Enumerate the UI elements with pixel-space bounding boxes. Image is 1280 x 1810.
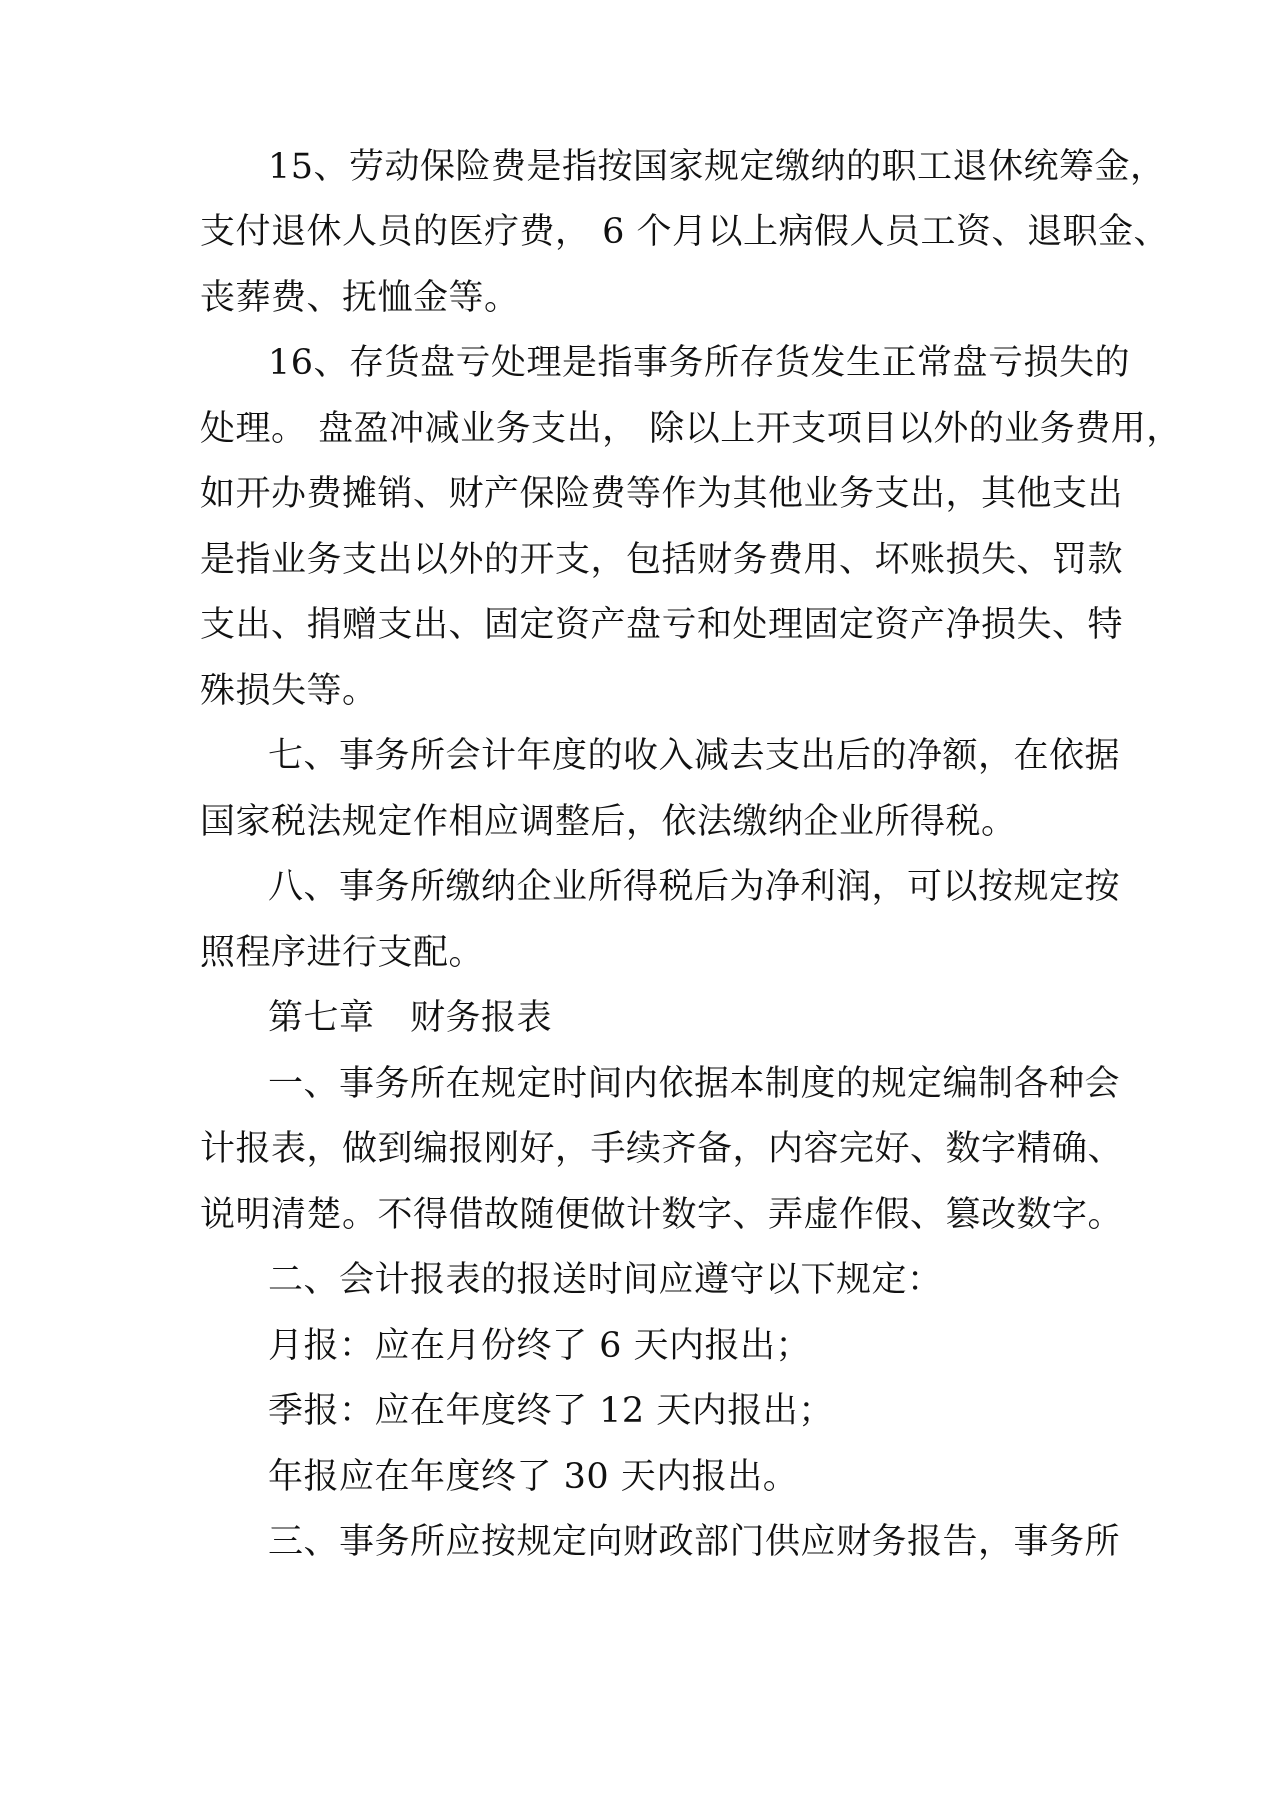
quarterly-report-line: 季报：应在年度终了 12 天内报出； bbox=[268, 1391, 834, 1431]
paragraph-15-line-3: 丧葬费、抚恤金等。 bbox=[200, 278, 520, 318]
paragraph-16-line-6: 殊损失等。 bbox=[200, 671, 378, 711]
annual-report-line: 年报应在年度终了 30 天内报出。 bbox=[268, 1457, 799, 1497]
paragraph-7-line-2: 国家税法规定作相应调整后，依法缴纳企业所得税。 bbox=[200, 802, 1017, 842]
paragraph-1-line-2: 计报表，做到编报刚好，手续齐备，内容完好、数字精确、 bbox=[200, 1129, 1124, 1169]
paragraph-8-line-1: 八、事务所缴纳企业所得税后为净利润，可以按规定按 bbox=[268, 867, 1121, 907]
paragraph-15-line-1: 15、劳动保险费是指按国家规定缴纳的职工退休统筹金， bbox=[268, 147, 1166, 187]
paragraph-16-line-5: 支出、捐赠支出、固定资产盘亏和处理固定资产净损失、特 bbox=[200, 605, 1124, 645]
chapter-7-heading: 第七章 财务报表 bbox=[268, 998, 553, 1038]
paragraph-16-line-4: 是指业务支出以外的开支，包括财务费用、坏账损失、罚款 bbox=[200, 540, 1124, 580]
paragraph-1-line-3: 说明清楚。不得借故随便做计数字、弄虚作假、篡改数字。 bbox=[200, 1195, 1124, 1235]
paragraph-8-line-2: 照程序进行支配。 bbox=[200, 933, 485, 973]
paragraph-1-line-1: 一、事务所在规定时间内依据本制度的规定编制各种会 bbox=[268, 1064, 1121, 1104]
paragraph-16-line-1: 16、存货盘亏处理是指事务所存货发生正常盘亏损失的 bbox=[268, 343, 1131, 383]
paragraph-7-line-1: 七、事务所会计年度的收入减去支出后的净额，在依据 bbox=[268, 736, 1121, 776]
paragraph-3-line-1: 三、事务所应按规定向财政部门供应财务报告，事务所 bbox=[268, 1522, 1121, 1562]
paragraph-16-line-2: 处理。 盘盈冲减业务支出， 除以上开支项目以外的业务费用， bbox=[200, 409, 1182, 449]
paragraph-2-line-1: 二、会计报表的报送时间应遵守以下规定： bbox=[268, 1260, 943, 1300]
paragraph-15-line-2: 支付退休人员的医疗费， 6 个月以上病假人员工资、退职金、 bbox=[200, 212, 1170, 252]
monthly-report-line: 月报：应在月份终了 6 天内报出； bbox=[268, 1326, 812, 1366]
paragraph-16-line-3: 如开办费摊销、财产保险费等作为其他业务支出，其他支出 bbox=[200, 474, 1124, 514]
